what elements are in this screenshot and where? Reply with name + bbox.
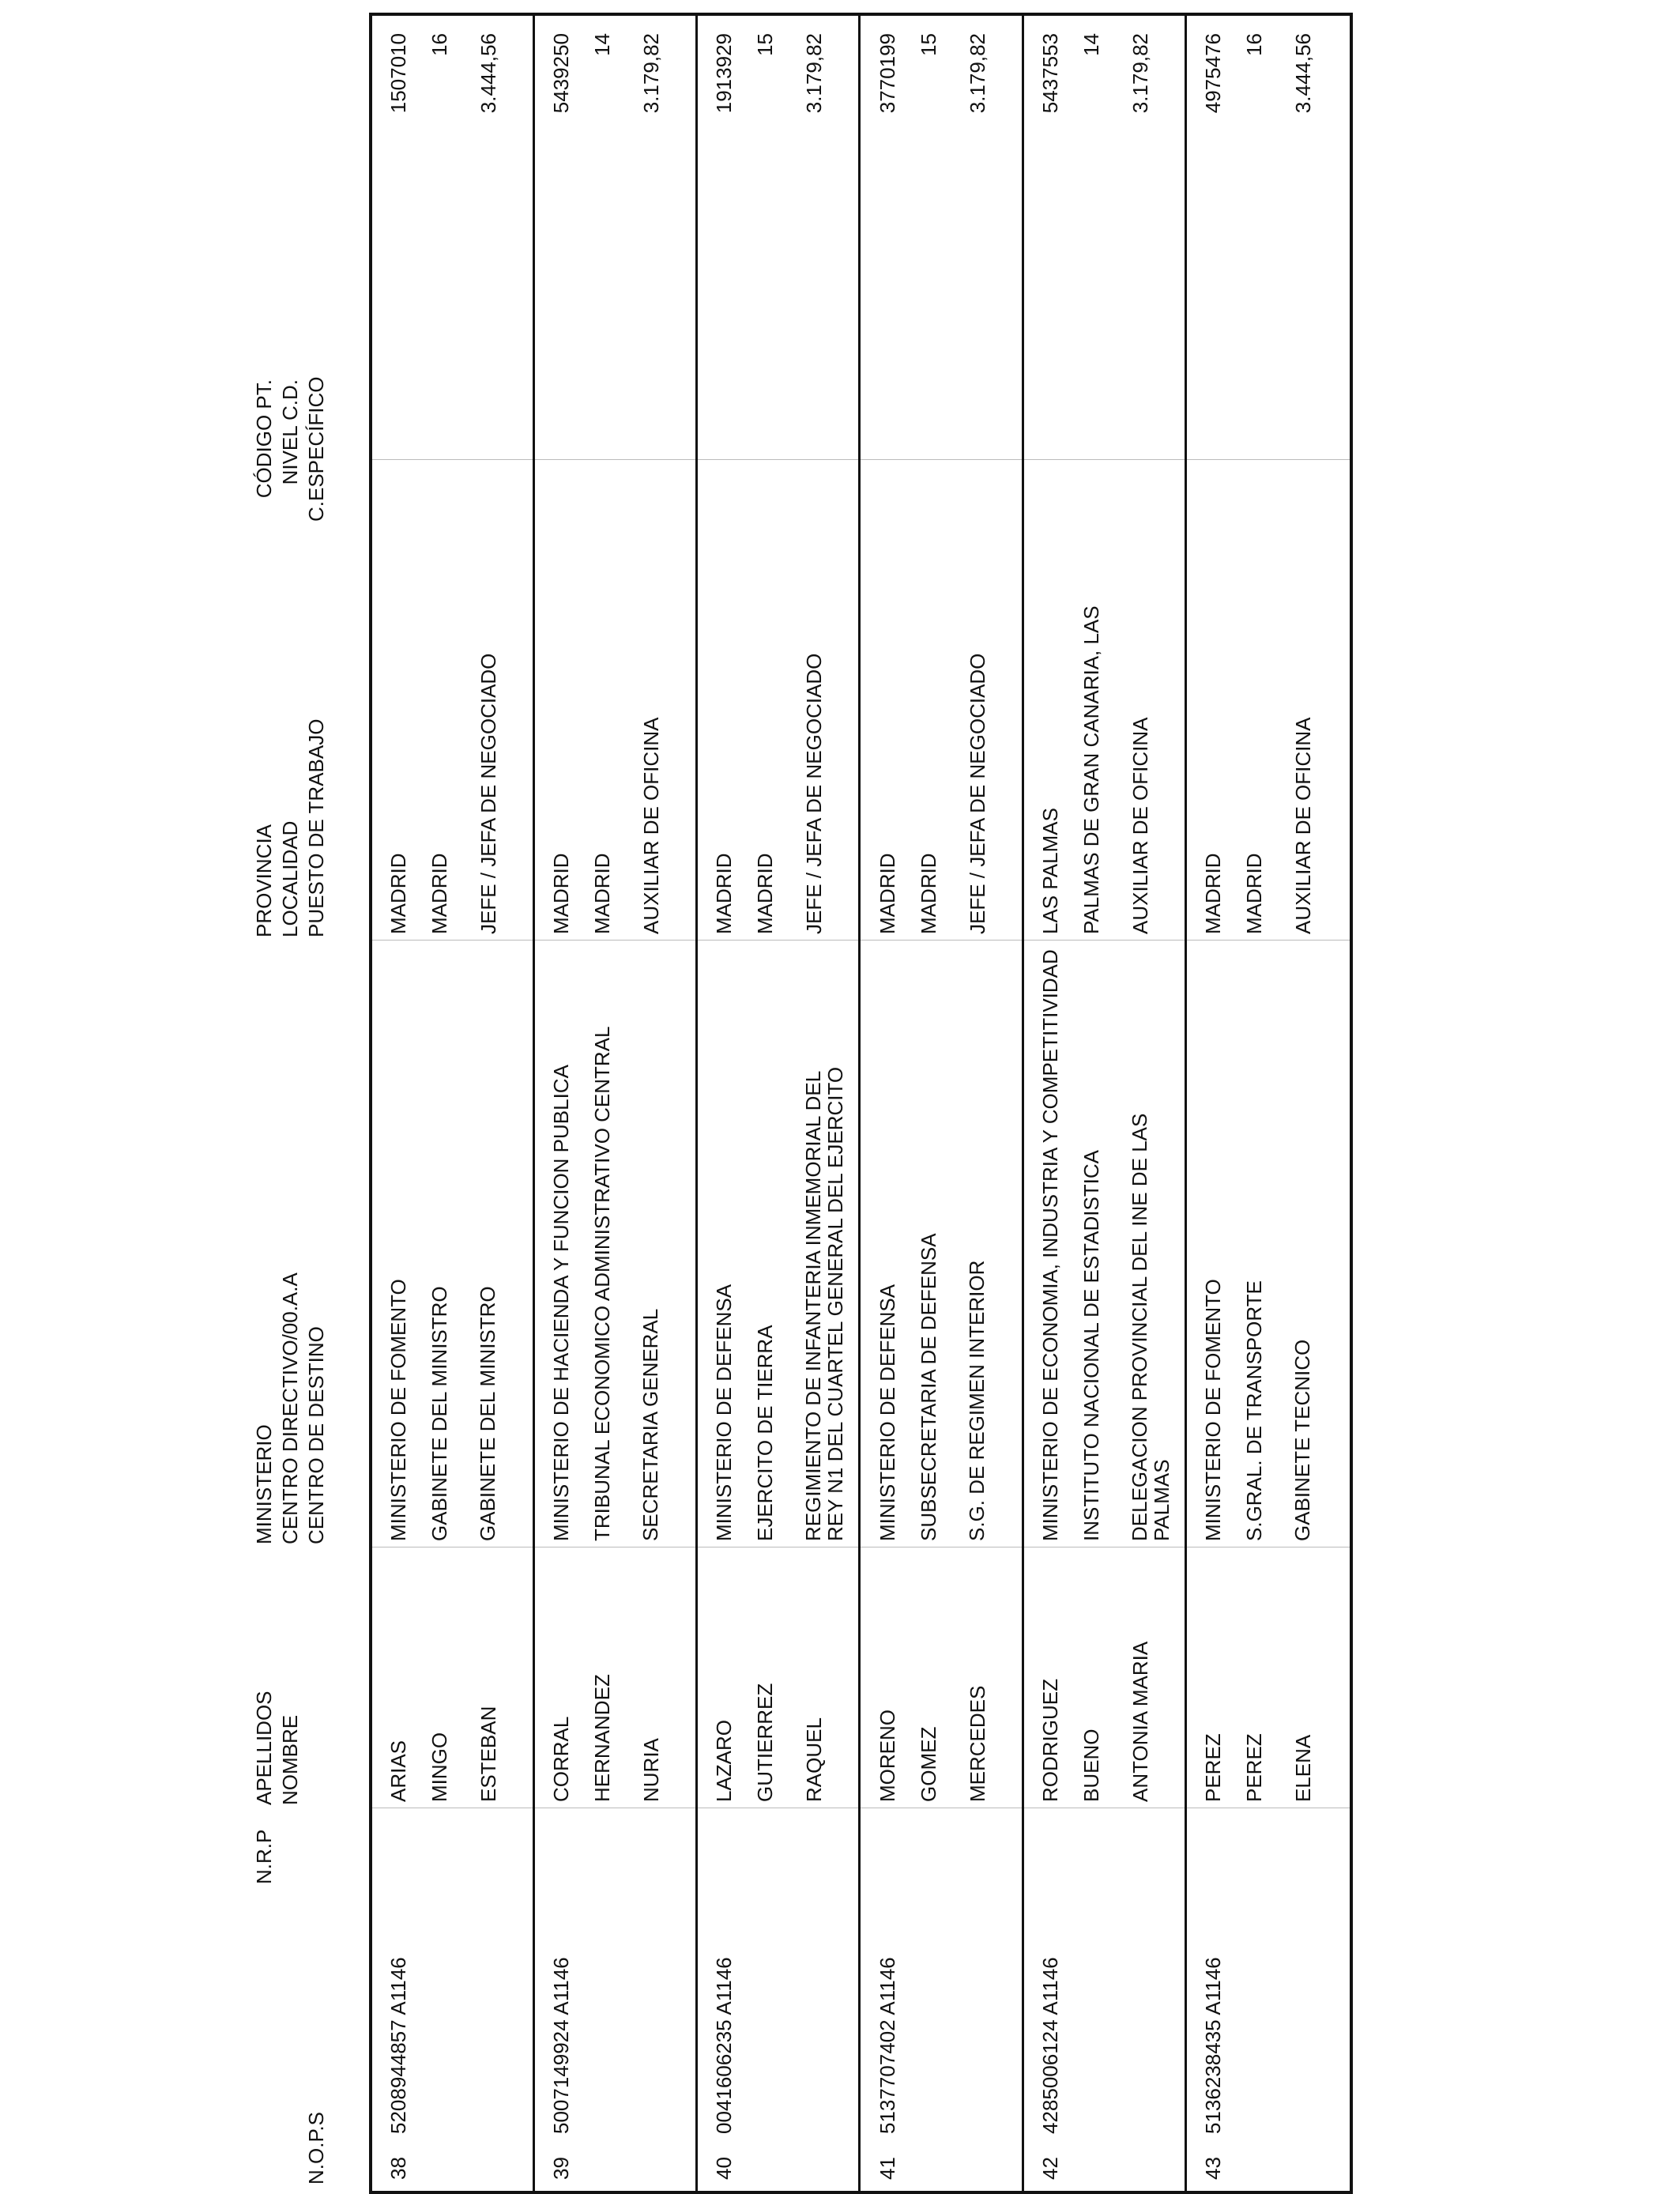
table-row bbox=[535, 16, 698, 2191]
nivel-cell: 14 bbox=[1079, 33, 1103, 56]
especifico-cell: 3.444,56 bbox=[1290, 33, 1315, 114]
centro-destino-cell: S.G. DE REGIMEN INTERIOR bbox=[964, 1260, 989, 1541]
nombre-cell: ESTEBAN bbox=[477, 1706, 500, 1802]
ministerio-cell: MINISTERIO DE FOMENTO bbox=[1200, 1279, 1225, 1541]
header-apellidos-nombre bbox=[251, 1691, 303, 1805]
puesto-cell: AUXILIAR DE OFICINA bbox=[1290, 717, 1315, 934]
puesto-cell: AUXILIAR DE OFICINA bbox=[1128, 717, 1152, 934]
header-centro-directivo-label: CENTRO DIRECTIVO/00.A.A bbox=[278, 1272, 302, 1544]
especifico-cell: 3.179,82 bbox=[965, 33, 989, 114]
nops-cell: 42 bbox=[1038, 2157, 1062, 2180]
provincia-cell: MADRID bbox=[386, 853, 410, 934]
puesto-cell: AUXILIAR DE OFICINA bbox=[639, 717, 664, 934]
nivel-cell: 16 bbox=[428, 33, 451, 56]
puesto-cell: JEFE / JEFA DE NEGOCIADO bbox=[802, 653, 827, 934]
apellido2-cell: MINGO bbox=[428, 1732, 451, 1802]
codigo-cell: 4975476 bbox=[1200, 33, 1225, 114]
puesto-cell: JEFE / JEFA DE NEGOCIADO bbox=[477, 653, 500, 934]
nrp-cell: 5136238435 A1146 bbox=[1200, 1957, 1225, 2134]
nombre-cell: MERCEDES bbox=[965, 1685, 989, 1802]
centro-directivo-cell: TRIBUNAL ECONOMICO ADMINISTRATIVO CENTRAL bbox=[590, 1026, 615, 1541]
header-nops bbox=[303, 2112, 330, 2185]
nombre-cell: ELENA bbox=[1290, 1734, 1315, 1802]
nops-cell: 38 bbox=[386, 2157, 410, 2180]
ministerio-cell: MINISTERIO DE DEFENSA bbox=[712, 1284, 736, 1541]
header-ministerio-label: MINISTERIO bbox=[252, 1424, 276, 1544]
centro-destino-cell: SECRETARIA GENERAL bbox=[638, 1308, 663, 1541]
provincia-cell: LAS PALMAS bbox=[1038, 808, 1062, 934]
ministerio-cell: MINISTERIO DE HACIENDA Y FUNCION PUBLICA bbox=[549, 1065, 574, 1541]
header-codigo-label: CÓDIGO PT. bbox=[252, 379, 276, 499]
localidad-cell: MADRID bbox=[753, 853, 778, 934]
nrp-cell: 5208944857 A1146 bbox=[386, 1957, 410, 2134]
especifico-cell: 3.179,82 bbox=[1128, 33, 1152, 114]
centro-destino-cell: DELEGACION PROVINCIAL DEL INE DE LAS PALMAS bbox=[1127, 1113, 1173, 1541]
header-codigo bbox=[251, 376, 330, 522]
centro-destino-cell: GABINETE DEL MINISTRO bbox=[476, 1286, 499, 1541]
nops-cell: 43 bbox=[1200, 2157, 1225, 2180]
apellido1-cell: MORENO bbox=[875, 1710, 899, 1802]
codigo-cell: 1507010 bbox=[386, 33, 410, 114]
provincia-cell: MADRID bbox=[875, 853, 899, 934]
nops-cell: 41 bbox=[875, 2157, 899, 2180]
apellido2-cell: GOMEZ bbox=[916, 1726, 940, 1802]
header-provincia bbox=[251, 719, 330, 937]
records-table bbox=[369, 13, 1353, 2194]
table-row bbox=[372, 16, 535, 2191]
localidad-cell: PALMAS DE GRAN CANARIA, LAS bbox=[1079, 605, 1103, 934]
centro-directivo-cell: INSTITUTO NACIONAL DE ESTADISTICA bbox=[1079, 1149, 1103, 1541]
apellido2-cell: GUTIERREZ bbox=[753, 1683, 778, 1802]
header-especifico-label: C.ESPECÍFICO bbox=[304, 376, 328, 522]
nrp-cell: 0041606235 A1146 bbox=[712, 1957, 736, 2134]
nrp-cell: 4285006124 A1146 bbox=[1038, 1957, 1062, 2134]
codigo-cell: 5437553 bbox=[1038, 33, 1062, 114]
apellido1-cell: PEREZ bbox=[1200, 1733, 1225, 1802]
nops-cell: 40 bbox=[712, 2157, 736, 2180]
localidad-cell: MADRID bbox=[1241, 853, 1266, 934]
codigo-cell: 1913929 bbox=[712, 33, 736, 114]
nivel-cell: 16 bbox=[1241, 33, 1266, 56]
especifico-cell: 3.444,56 bbox=[477, 33, 500, 114]
provincia-cell: MADRID bbox=[1200, 853, 1225, 934]
ministerio-cell: MINISTERIO DE DEFENSA bbox=[875, 1284, 899, 1541]
centro-destino-cell: GABINETE TECNICO bbox=[1290, 1339, 1314, 1541]
nops-cell: 39 bbox=[549, 2157, 574, 2180]
apellido2-cell: HERNANDEZ bbox=[590, 1674, 615, 1802]
table-row bbox=[861, 16, 1024, 2191]
nivel-cell: 15 bbox=[753, 33, 778, 56]
especifico-cell: 3.179,82 bbox=[802, 33, 827, 114]
nrp-cell: 5007149924 A1146 bbox=[549, 1957, 574, 2134]
codigo-cell: 5439250 bbox=[549, 33, 574, 114]
nivel-cell: 15 bbox=[916, 33, 940, 56]
puesto-cell: JEFE / JEFA DE NEGOCIADO bbox=[965, 653, 989, 934]
nombre-cell: NURIA bbox=[639, 1738, 664, 1802]
table-row bbox=[698, 16, 861, 2191]
apellido1-cell: RODRIGUEZ bbox=[1038, 1679, 1062, 1802]
header-provincia-label: PROVINCIA bbox=[252, 824, 276, 937]
apellido1-cell: LAZARO bbox=[712, 1719, 736, 1802]
nrp-cell: 5137707402 A1146 bbox=[875, 1957, 899, 2134]
centro-directivo-cell: S.GRAL. DE TRANSPORTE bbox=[1241, 1280, 1266, 1541]
localidad-cell: MADRID bbox=[916, 853, 940, 934]
especifico-cell: 3.179,82 bbox=[639, 33, 664, 114]
header-puesto-label: PUESTO DE TRABAJO bbox=[304, 718, 328, 937]
header-nrp bbox=[251, 1830, 277, 1884]
table-row bbox=[1024, 16, 1187, 2191]
ministerio-cell: MINISTERIO DE FOMENTO bbox=[386, 1279, 410, 1541]
header-ministerio bbox=[251, 1272, 330, 1544]
table-row bbox=[1187, 16, 1350, 2191]
centro-directivo-cell: GABINETE DEL MINISTRO bbox=[428, 1286, 451, 1541]
ministerio-cell: MINISTERIO DE ECONOMIA, INDUSTRIA Y COMPETITIVIDAD bbox=[1038, 949, 1062, 1541]
nombre-cell: RAQUEL bbox=[802, 1717, 827, 1802]
localidad-cell: MADRID bbox=[428, 853, 451, 934]
apellido2-cell: BUENO bbox=[1079, 1728, 1103, 1802]
nombre-cell: ANTONIA MARIA bbox=[1128, 1641, 1152, 1802]
header-nrp-label: N.R.P bbox=[252, 1829, 276, 1884]
localidad-cell: MADRID bbox=[590, 853, 615, 934]
header-apellidos-label: APELLIDOS bbox=[252, 1691, 276, 1805]
codigo-cell: 3770199 bbox=[875, 33, 899, 114]
centro-destino-cell: REGIMIENTO DE INFANTERIA INMEMORIAL DEL REY N1 DEL CUARTEL GENERAL DEL EJERCITO bbox=[801, 1066, 848, 1541]
header-centro-destino-label: CENTRO DE DESTINO bbox=[304, 1326, 328, 1544]
centro-directivo-cell: EJERCITO DE TIERRA bbox=[753, 1325, 778, 1541]
header-nombre-label: NOMBRE bbox=[278, 1714, 302, 1805]
header-nops-label: N.O.P.S bbox=[304, 2111, 328, 2185]
apellido1-cell: CORRAL bbox=[549, 1716, 574, 1802]
provincia-cell: MADRID bbox=[712, 853, 736, 934]
apellido1-cell: ARIAS bbox=[386, 1740, 410, 1802]
header-localidad-label: LOCALIDAD bbox=[278, 820, 302, 937]
apellido2-cell: PEREZ bbox=[1241, 1733, 1266, 1802]
centro-directivo-cell: SUBSECRETARIA DE DEFENSA bbox=[916, 1233, 940, 1541]
provincia-cell: MADRID bbox=[549, 853, 574, 934]
header-nivel-label: NIVEL C.D. bbox=[278, 379, 302, 485]
nivel-cell: 14 bbox=[590, 33, 615, 56]
